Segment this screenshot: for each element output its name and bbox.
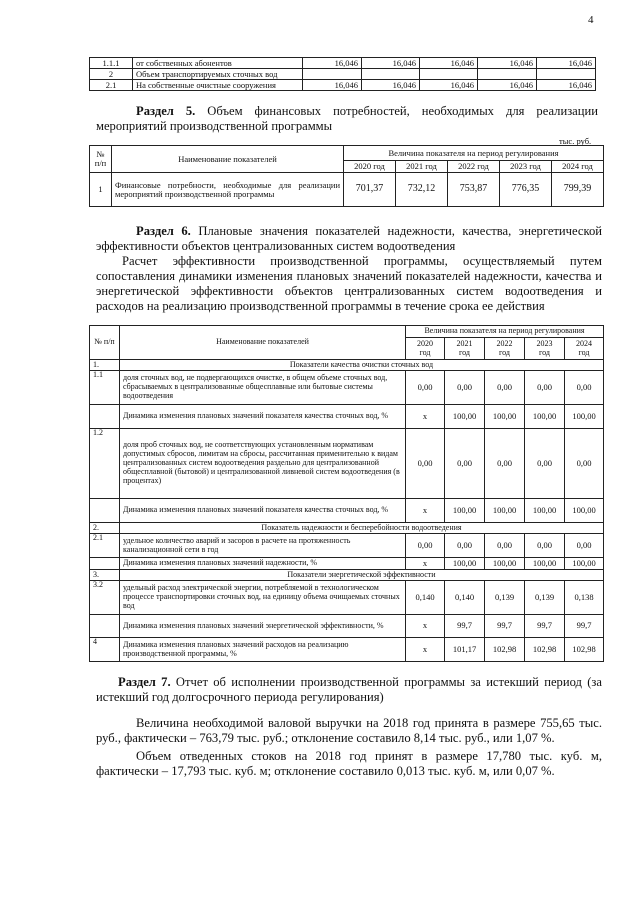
- table-row: [90, 499, 604, 523]
- row-value: [303, 69, 362, 80]
- group-title: Показатель надежности и бесперебойности водоотведения: [120, 523, 604, 534]
- table-row: [90, 615, 604, 638]
- row-value: 100,00: [485, 558, 525, 570]
- row-value: 16,046: [478, 58, 537, 69]
- row-value: 16,046: [537, 80, 596, 91]
- table-row: [90, 638, 604, 662]
- year-header: 2020 год: [344, 161, 396, 173]
- row-value: 0,00: [525, 534, 565, 558]
- col-num-header: № п/п: [90, 326, 120, 360]
- year-header: 2022 год: [485, 338, 525, 360]
- section7-volume-text: Объем отведенных стоков на 2018 год принят в размере 17,780 тыс. куб. м, фактически – 17,793 тыс. куб. м; отклонение составило 0,013 тыс. куб. м, или 0,07 %.: [96, 749, 602, 779]
- row-value: 776,35: [500, 173, 552, 207]
- page-number: 4: [588, 14, 594, 26]
- row-name: Финансовые потребности, необходимые для реализации мероприятий производственной программы: [112, 173, 344, 207]
- row-value: 701,37: [344, 173, 396, 207]
- row-value: 0,00: [485, 371, 525, 405]
- row-value: 16,046: [420, 58, 478, 69]
- row-value: [362, 69, 420, 80]
- year-header: 2023 год: [500, 161, 552, 173]
- row-value: 100,00: [485, 405, 525, 429]
- row-num: 1.2: [90, 429, 120, 499]
- row-num: 2.1: [90, 534, 120, 558]
- row-value: 0,139: [525, 581, 565, 615]
- row-name: Динамика изменения плановых значений показателя качества сточных вод, %: [120, 405, 406, 429]
- row-value: 99,7: [485, 615, 525, 638]
- table-row: [90, 371, 604, 405]
- col-period-header: Величина показателя на период регулирования: [344, 146, 604, 161]
- row-num: [90, 405, 120, 429]
- section5-label: Раздел 5.: [136, 104, 196, 118]
- row-num: 1.1.1: [90, 58, 133, 69]
- row-value: [420, 69, 478, 80]
- row-value: 0,00: [525, 429, 565, 499]
- row-value: 100,00: [525, 499, 565, 523]
- table-row: [90, 558, 604, 570]
- row-value: [478, 69, 537, 80]
- col-period-header: Величина показателя на период регулирования: [406, 326, 604, 338]
- volume-table: [89, 57, 596, 91]
- group-row: [90, 523, 604, 534]
- section5-title: Объем финансовых потребностей, необходимых для реализации мероприятий производственной программы: [96, 104, 598, 134]
- row-num: [90, 499, 120, 523]
- table-row: [90, 58, 596, 69]
- row-value: 102,98: [525, 638, 565, 662]
- group-row: [90, 570, 604, 581]
- group-num: 1.: [90, 360, 120, 371]
- row-value: 100,00: [485, 499, 525, 523]
- row-value: 16,046: [303, 58, 362, 69]
- row-value: 732,12: [396, 173, 448, 207]
- section5-heading: [96, 104, 598, 134]
- row-value: х: [406, 558, 445, 570]
- row-name: Динамика изменения плановых значений показателя качества сточных вод, %: [120, 499, 406, 523]
- table-row: [90, 69, 596, 80]
- col-name-header: Наименование показателей: [112, 146, 344, 173]
- row-value: 16,046: [362, 58, 420, 69]
- row-value: 799,39: [552, 173, 604, 207]
- section6-label: Раздел 6.: [136, 224, 191, 238]
- row-name: удельное количество аварий и засоров в расчете на протяженность канализационной сети в год: [120, 534, 406, 558]
- row-value: 0,00: [445, 429, 485, 499]
- row-value: 100,00: [445, 405, 485, 429]
- row-value: 0,139: [485, 581, 525, 615]
- year-header: 2021 год: [445, 338, 485, 360]
- row-num: 3.2: [90, 581, 120, 615]
- row-value: 100,00: [525, 558, 565, 570]
- row-value: 100,00: [445, 558, 485, 570]
- row-value: 753,87: [448, 173, 500, 207]
- section6-heading: [96, 224, 602, 254]
- table-row: [90, 80, 596, 91]
- row-value: 99,7: [565, 615, 604, 638]
- section7-revenue-text: Величина необходимой валовой выручки на 2018 год принята в размере 755,65 тыс. руб., фактически – 763,79 тыс. руб.; отклонение составило 8,14 тыс. руб., или 1,07 %.: [96, 716, 602, 746]
- row-value: 100,00: [525, 405, 565, 429]
- group-num: 2.: [90, 523, 120, 534]
- row-value: 0,00: [565, 371, 604, 405]
- year-header: 2024 год: [565, 338, 604, 360]
- row-value: 16,046: [362, 80, 420, 91]
- row-value: 0,00: [485, 534, 525, 558]
- finance-table: [89, 145, 604, 207]
- section6-text: Расчет эффективности производственной программы, осуществляемый путем сопоставления динамики изменения плановых значений показателей надежности, качества и энергетической эффективности объектов централизованных систем водоотведения и расходов на реализацию производственной программы в течение срока ее действия: [96, 254, 602, 314]
- row-value: 16,046: [537, 58, 596, 69]
- row-value: х: [406, 405, 445, 429]
- row-value: [537, 69, 596, 80]
- year-header: 2022 год: [448, 161, 500, 173]
- table-row: [90, 534, 604, 558]
- row-name: доля сточных вод, не подвергающихся очистке, в общем объеме сточных вод, сбрасываемых в централизованные общесплавные или бытовые системы водоотведения: [120, 371, 406, 405]
- row-value: 0,00: [406, 429, 445, 499]
- row-value: 0,140: [406, 581, 445, 615]
- indicators-table: [89, 325, 604, 662]
- section7-heading: [96, 675, 602, 705]
- row-name: от собственных абонентов: [133, 58, 303, 69]
- row-value: 100,00: [565, 405, 604, 429]
- row-value: 0,00: [445, 371, 485, 405]
- row-name: удельный расход электрической энергии, потребляемой в технологическом процессе транспортировки сточных вод, на единицу объема очищаемых сточных вод: [120, 581, 406, 615]
- row-value: 0,138: [565, 581, 604, 615]
- row-value: 0,00: [565, 429, 604, 499]
- row-value: х: [406, 615, 445, 638]
- row-value: 0,00: [406, 371, 445, 405]
- row-name: доля проб сточных вод, не соответствующих установленным нормативам допустимых сбросов, лимитам на сбросы, рассчитанная применительно к видам централизованных систем водоотведения раздельно для централизованной общесплавной (бытовой) и централизованной ливневой систем водоотведения (в процентах): [120, 429, 406, 499]
- year-header: 2020 год: [406, 338, 445, 360]
- year-header: 2023 год: [525, 338, 565, 360]
- table-row: [90, 173, 604, 207]
- group-title: Показатели качества очистки сточных вод: [120, 360, 604, 371]
- row-name: Динамика изменения плановых значений расходов на реализацию производственной программы, %: [120, 638, 406, 662]
- row-name: Объем транспортируемых сточных вод: [133, 69, 303, 80]
- section6-title: Плановые значения показателей надежности, качества, энергетической эффективности объектов централизованных систем водоотведения: [96, 224, 602, 254]
- row-value: 99,7: [445, 615, 485, 638]
- row-value: 0,00: [525, 371, 565, 405]
- row-value: 0,00: [565, 534, 604, 558]
- section5-unit: тыс. руб.: [559, 136, 592, 146]
- row-name: Динамика изменения плановых значений надежности, %: [120, 558, 406, 570]
- table-row: [90, 405, 604, 429]
- col-num-header: № п/п: [90, 146, 112, 173]
- row-name: На собственные очистные сооружения: [133, 80, 303, 91]
- row-num: 1.1: [90, 371, 120, 405]
- row-value: 0,140: [445, 581, 485, 615]
- row-num: 2: [90, 69, 133, 80]
- row-value: 0,00: [485, 429, 525, 499]
- row-num: 1: [90, 173, 112, 207]
- section7-title: Отчет об исполнении производственной программы за истекший период (за истекший год долгосрочного периода регулирования): [96, 675, 602, 705]
- section7-label: Раздел 7.: [118, 675, 171, 689]
- group-num: 3.: [90, 570, 120, 581]
- row-value: 16,046: [478, 80, 537, 91]
- row-value: 0,00: [406, 534, 445, 558]
- row-num: 2.1: [90, 80, 133, 91]
- row-value: 0,00: [445, 534, 485, 558]
- row-num: 4: [90, 638, 120, 662]
- row-value: 99,7: [525, 615, 565, 638]
- year-header: 2024 год: [552, 161, 604, 173]
- row-value: х: [406, 638, 445, 662]
- col-name-header: Наименование показателей: [120, 326, 406, 360]
- row-value: 102,98: [565, 638, 604, 662]
- year-header: 2021 год: [396, 161, 448, 173]
- group-row: [90, 360, 604, 371]
- table-row: [90, 581, 604, 615]
- row-num: [90, 558, 120, 570]
- row-value: 100,00: [445, 499, 485, 523]
- row-value: 16,046: [420, 80, 478, 91]
- row-value: 101,17: [445, 638, 485, 662]
- row-num: [90, 615, 120, 638]
- row-value: 100,00: [565, 499, 604, 523]
- row-value: 100,00: [565, 558, 604, 570]
- row-value: х: [406, 499, 445, 523]
- group-title: Показатели энергетической эффективности: [120, 570, 604, 581]
- row-value: 102,98: [485, 638, 525, 662]
- row-value: 16,046: [303, 80, 362, 91]
- row-name: Динамика изменения плановых значений энергетической эффективности, %: [120, 615, 406, 638]
- table-row: [90, 429, 604, 499]
